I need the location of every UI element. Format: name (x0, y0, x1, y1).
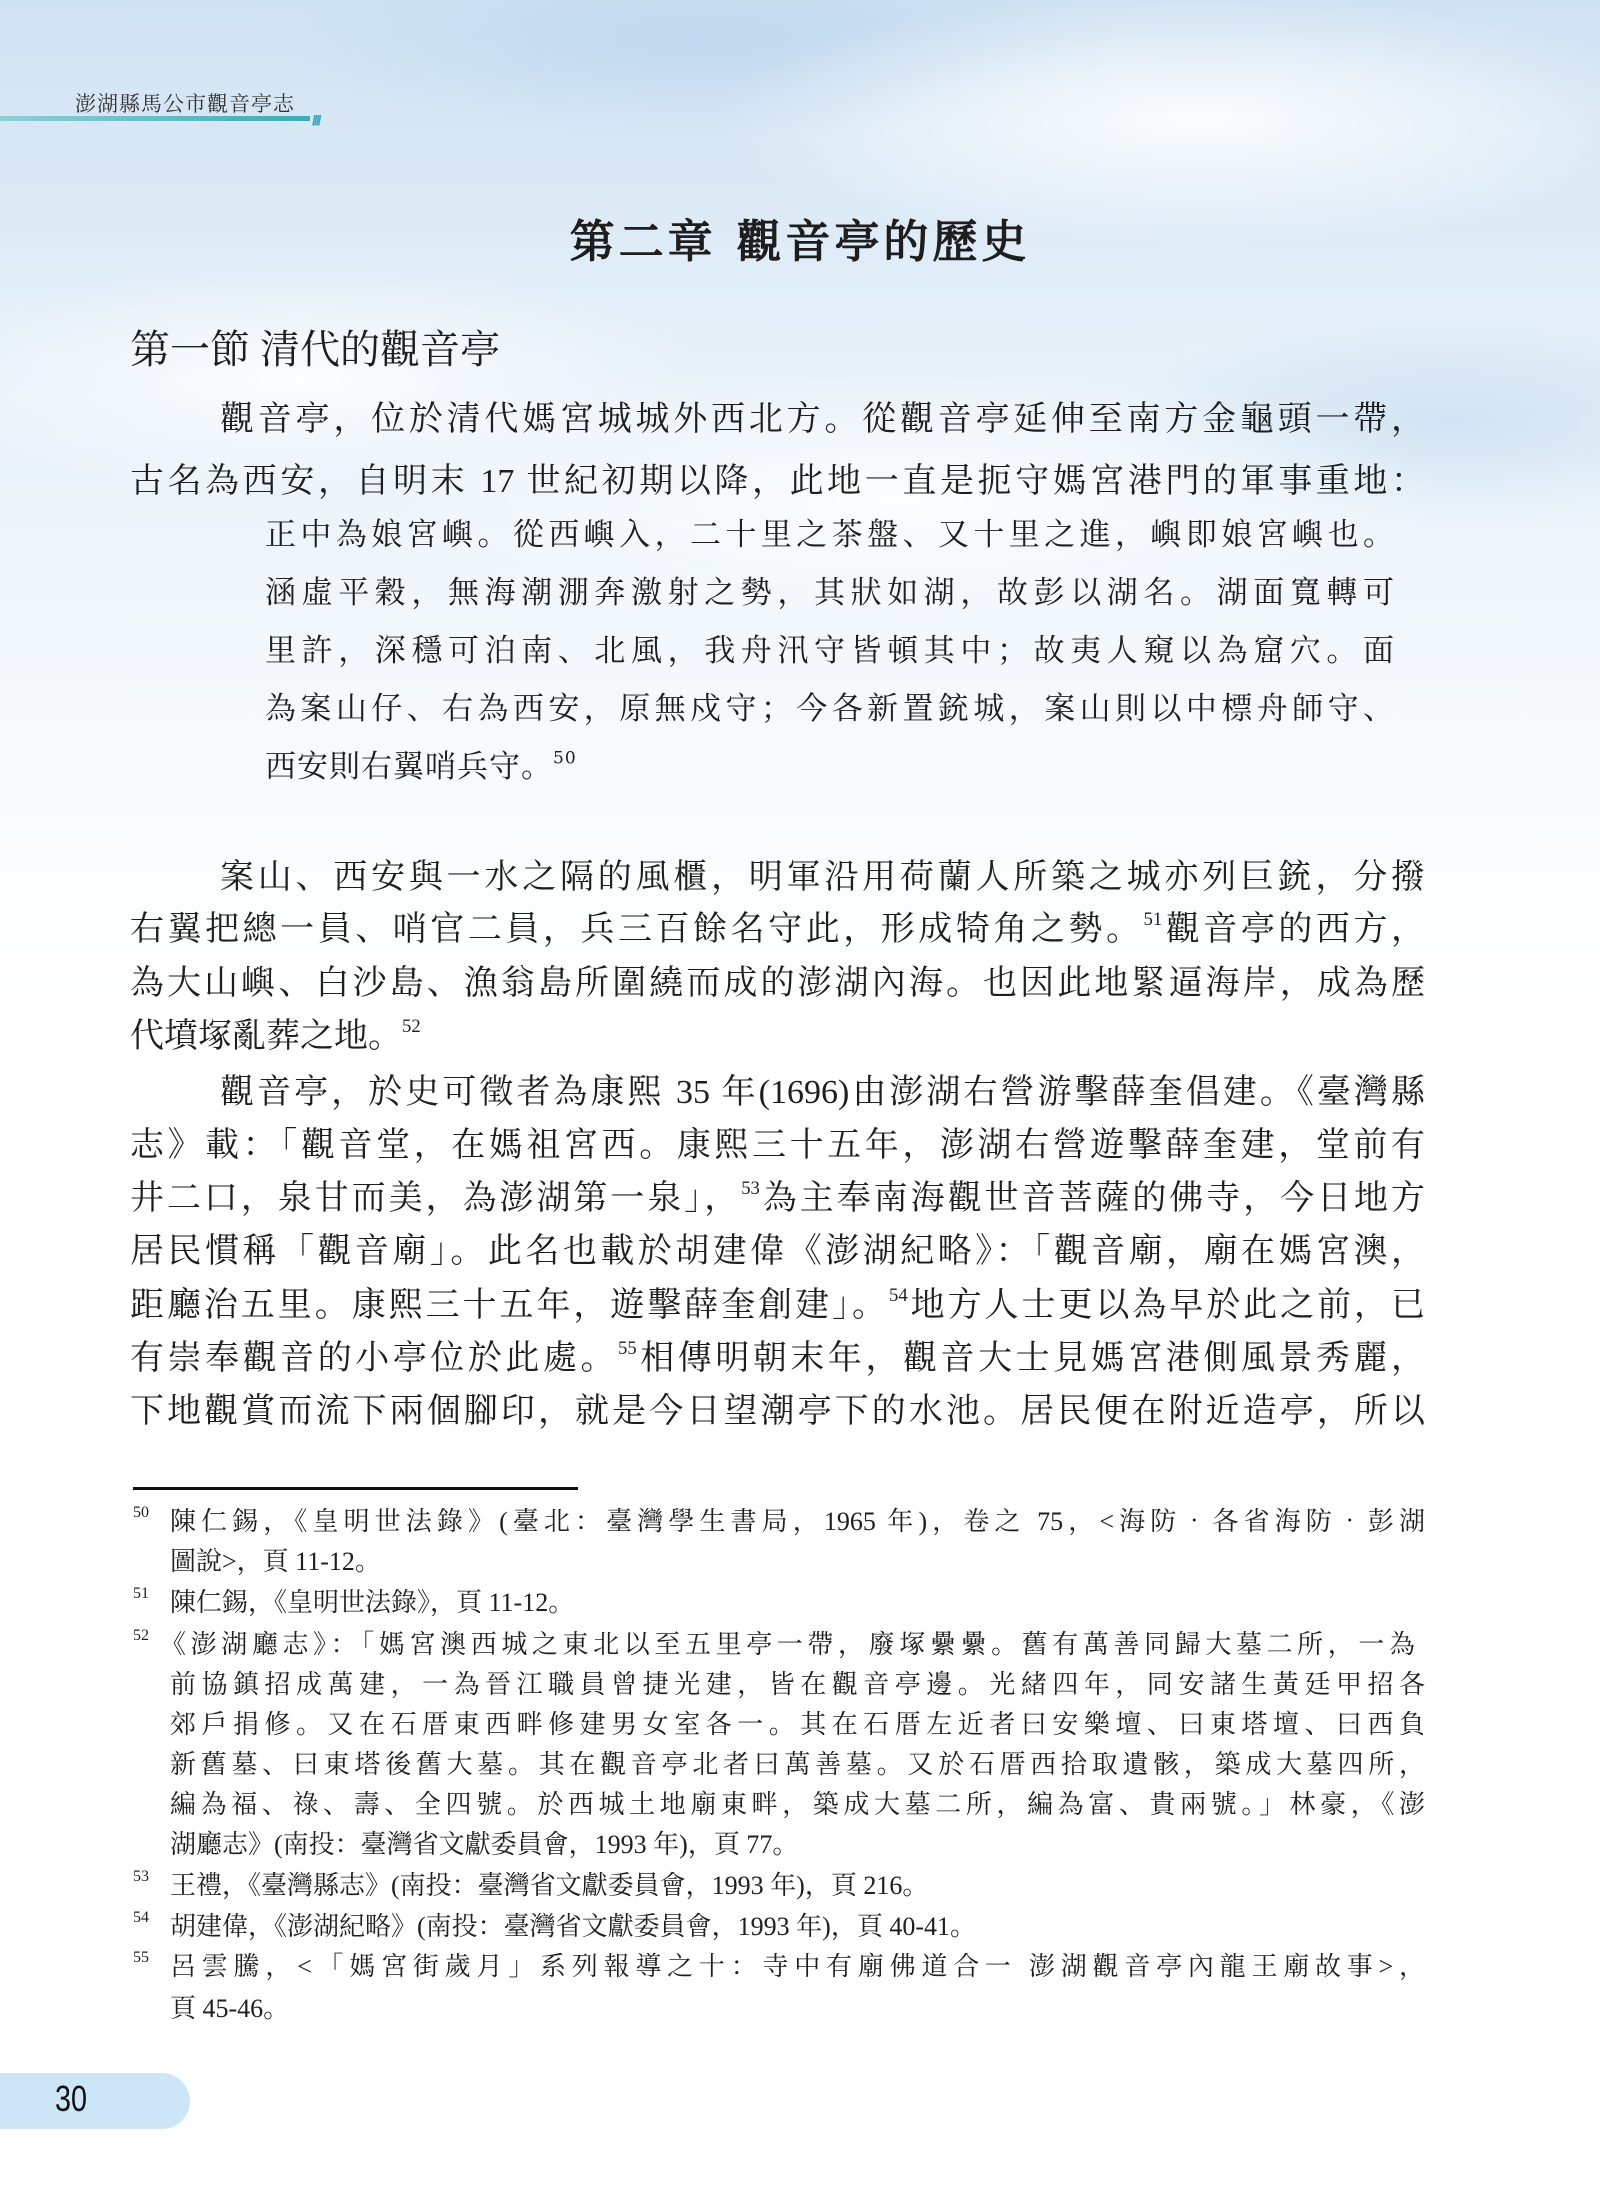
para2-line: 案山、西安與一水之隔的風櫃，明軍沿用荷蘭人所築之城亦列巨銃，分撥 (220, 859, 1425, 896)
footnote-line: 陳仁錫，《皇明世法錄》(臺北：臺灣學生書局，1965 年)，卷之 75，<海防‧各省海防‧彭湖 (170, 1507, 1425, 1536)
chapter-title: 第二章 觀音亭的歷史 (569, 215, 1031, 268)
para3-line: 下地觀賞而流下兩個腳印，就是今日望潮亭下的水池。居民便在附近造亭，所以 (130, 1393, 1425, 1430)
para2-line: 為大山嶼、白沙島、漁翁島所圍繞而成的澎湖內海。也因此地緊逼海岸，成為歷 (130, 965, 1425, 1002)
para2-line (130, 1017, 1425, 1057)
para3-line: 志》載：「觀音堂，在媽祖宮西。康熙三十五年，澎湖右營遊擊薛奎建，堂前有 (130, 1127, 1425, 1164)
footnote-number: 55 (133, 1949, 149, 1966)
footnote-number: 50 (133, 1504, 149, 1521)
footnote-divider (133, 1487, 578, 1490)
header-slashes: //// (312, 112, 320, 128)
footnote-line: 新舊墓、曰東塔後舊大墓。其在觀音亭北者曰萬善墓。又於石厝西拾取遺骸，築成大墓四所， (170, 1750, 1425, 1779)
footnote-ref[interactable]: 54 (889, 1285, 908, 1307)
footnote-number: 51 (133, 1585, 149, 1602)
footnote-line: 圖說>，頁 11-12。 (170, 1547, 381, 1576)
quote-line (265, 748, 1395, 786)
page-number: 30 (55, 2078, 88, 2119)
quote-line: 為案山仔、右為西安，原無戍守；今各新置銃城，案山則以中標舟師守、 (265, 691, 1395, 727)
page-number-tab (0, 2073, 190, 2129)
text-segment: 井二口，泉甘而美，為澎湖第一泉」， (130, 1180, 742, 1217)
footnote-line: 呂雲騰，<「媽宮街歲月」系列報導之十：寺中有廟佛道合一 澎湖觀音亭內龍王廟故事>， (170, 1952, 1425, 1981)
text-segment: 為主奉南海觀世音菩薩的佛寺，今日地方 (759, 1180, 1426, 1217)
footnote-line: 前協鎮招成萬建，一為晉江職員曾捷光建，皆在觀音亭邊。光緒四年，同安諸生黃廷甲招各 (170, 1670, 1425, 1699)
footnote-ref[interactable]: 52 (402, 1016, 421, 1038)
footnote-number: 52 (133, 1627, 149, 1644)
text-segment: 地方人士更以為早於此之前，已 (907, 1287, 1426, 1324)
para1-line: 古名為西安，自明末 17 世紀初期以降，此地一直是扼守媽宮港門的軍事重地： (130, 463, 1425, 500)
text-segment: 觀音亭的西方， (1162, 911, 1426, 948)
running-header-title: 澎湖縣馬公市觀音亭志 (75, 93, 295, 116)
footnote-line: 郊戶捐修。又在石厝東西畔修建男女室各一。其在石厝左近者曰安樂壇、曰東塔壇、曰西負 (170, 1710, 1425, 1739)
text-segment: 有崇奉觀音的小亭位於此處。 (130, 1340, 619, 1377)
footnote-line: 陳仁錫，《皇明世法錄》，頁 11-12。 (170, 1588, 575, 1617)
quote-line: 里許，深穩可泊南、北風，我舟汛守皆頓其中；故夷人窺以為窟穴。面 (265, 633, 1395, 669)
text-segment: 右翼把總一員、哨官二員，兵三百餘名守此，形成犄角之勢。 (130, 911, 1144, 948)
footnote-ref[interactable]: 51 (1143, 909, 1163, 931)
text-segment: 距廳治五里。康熙三十五年，遊擊薛奎創建」。 (130, 1287, 889, 1324)
text-segment: 西安則右翼哨兵守。 (265, 749, 553, 785)
text-segment: 相傳明朝末年，觀音大士見媽宮港側風景秀麗， (636, 1340, 1426, 1377)
section-title: 第一節 清代的觀音亭 (130, 327, 500, 372)
footnote-line: 《澎湖廳志》：「媽宮澳西城之東北以至五里亭一帶，廢塚纍纍。舊有萬善同歸大墓二所，一為 (160, 1630, 1415, 1659)
footnote-ref[interactable]: 53 (741, 1178, 760, 1200)
para3-line (130, 1286, 1425, 1326)
header-bar (0, 116, 310, 121)
quote-line: 正中為娘宮嶼。從西嶼入，二十里之茶盤、又十里之進，嶼即娘宮嶼也。 (265, 517, 1395, 553)
para2-line (130, 910, 1425, 950)
para3-line: 居民慣稱「觀音廟」。此名也載於胡建偉《澎湖紀略》：「觀音廟，廟在媽宮澳， (130, 1233, 1425, 1270)
footnote-number: 54 (133, 1909, 149, 1926)
para3-line (130, 1179, 1425, 1219)
footnote-line: 胡建偉，《澎湖紀略》(南投：臺灣省文獻委員會，1993 年)，頁 40-41。 (170, 1912, 976, 1941)
footnote-ref[interactable]: 50 (553, 748, 577, 769)
para1-line: 觀音亭，位於清代媽宮城城外西北方。從觀音亭延伸至南方金龜頭一帶， (220, 401, 1425, 438)
para3-line: 觀音亭，於史可徵者為康熙 35 年(1696)由澎湖右營游擊薛奎倡建。《臺灣縣 (220, 1074, 1425, 1111)
text-segment: 代墳塚亂葬之地。 (130, 1018, 402, 1055)
footnote-line: 頁 45-46。 (170, 1994, 290, 2023)
footnote-number: 53 (133, 1868, 149, 1885)
footnote-line: 編為福、祿、壽、全四號。於西城土地廟東畔，築成大墓二所，編為富、貴兩號。」林豪，《澎 (170, 1790, 1425, 1819)
para3-line (130, 1339, 1425, 1379)
footnote-line: 湖廳志》(南投：臺灣省文獻委員會，1993 年)，頁 77。 (170, 1830, 799, 1859)
footnote-ref[interactable]: 55 (618, 1338, 637, 1360)
quote-line: 涵虛平穀，無海潮淜奔激射之勢，其狀如湖，故彭以湖名。湖面寬轉可 (265, 575, 1395, 611)
footnote-line: 王禮，《臺灣縣志》(南投：臺灣省文獻委員會，1993 年)，頁 216。 (170, 1871, 929, 1900)
